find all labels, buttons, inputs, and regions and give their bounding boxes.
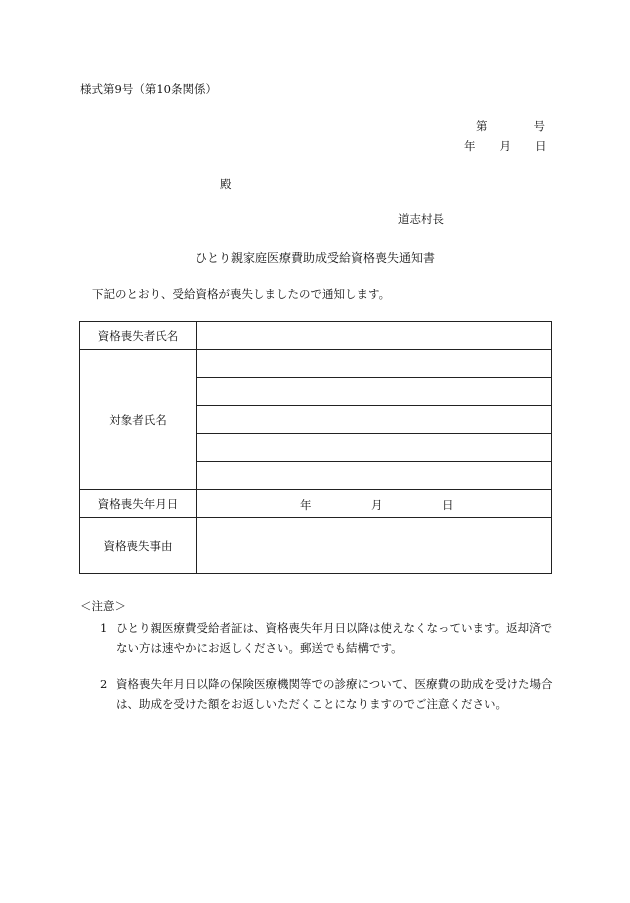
date-day: 日 bbox=[442, 498, 454, 512]
note-number: 1 bbox=[100, 621, 108, 635]
note-number: 2 bbox=[100, 677, 108, 691]
addressee-suffix: 殿 bbox=[220, 177, 232, 191]
field-disqualified-reason bbox=[197, 518, 552, 574]
field-target-name-5 bbox=[197, 462, 552, 490]
issuer: 道志村長 bbox=[398, 212, 444, 226]
doc-date-month: 月 bbox=[499, 139, 511, 153]
field-target-name-2 bbox=[197, 378, 552, 406]
doc-date-year: 年 bbox=[464, 139, 476, 153]
field-target-name-4 bbox=[197, 434, 552, 462]
form-number: 様式第9号（第10条関係） bbox=[80, 82, 217, 96]
date-month: 月 bbox=[371, 498, 383, 512]
notes-heading: ＜注意＞ bbox=[80, 599, 126, 613]
label-disqualified-date: 資格喪失年月日 bbox=[80, 490, 197, 518]
date-year: 年 bbox=[300, 498, 312, 512]
document-date bbox=[464, 138, 547, 154]
document-title: ひとり親家庭医療費助成受給資格喪失通知書 bbox=[194, 251, 435, 265]
label-target-name: 対象者氏名 bbox=[80, 350, 197, 490]
doc-number-go: 号 bbox=[533, 119, 545, 133]
field-target-name-1 bbox=[197, 350, 552, 378]
field-target-name-3 bbox=[197, 406, 552, 434]
field-disqualified-date bbox=[197, 490, 552, 518]
label-disqualified-name: 資格喪失者氏名 bbox=[80, 322, 197, 350]
doc-number-dai: 第 bbox=[476, 119, 488, 133]
note-text: ひとり親医療費受給者証は、資格喪失年月日以降は使えなくなっています。返却済でない方は速やかにお返しください。郵送でも結構です。 bbox=[116, 621, 553, 655]
doc-date-day: 日 bbox=[535, 139, 547, 153]
note-text: 資格喪失年月日以降の保険医療機関等での診療について、医療費の助成を受けた場合は、助成を受けた額をお返しいただくことになりますのでご注意ください。 bbox=[116, 677, 553, 711]
field-disqualified-name bbox=[197, 322, 552, 350]
document-number bbox=[476, 118, 545, 134]
intro-text: 下記のとおり、受給資格が喪失しましたので通知します。 bbox=[92, 287, 391, 301]
notice-table bbox=[79, 321, 552, 574]
label-disqualified-reason: 資格喪失事由 bbox=[80, 518, 197, 574]
